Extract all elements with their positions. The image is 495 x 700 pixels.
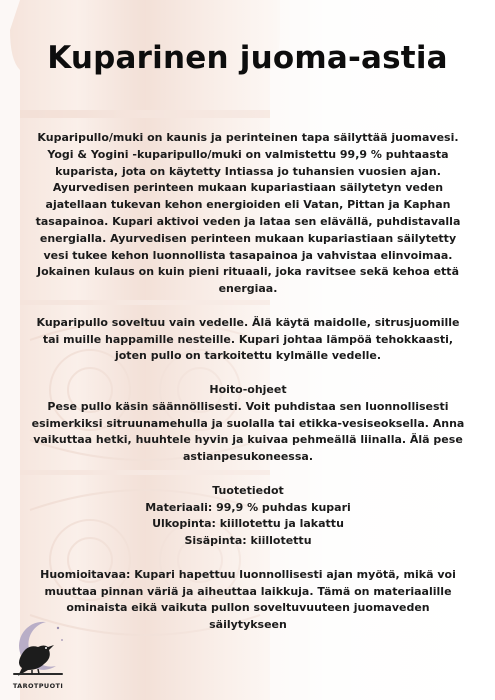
- care-text: Pese pullo käsin säännöllisesti. Voit puhdistaa sen luonnollisesti esimerkiksi sitruunamehulla ja suolalla tai etikka-vesiseoksella. Anna vaikuttaa hetki, huuhtele hyvin ja kuivaa pehmeällä liinalla. Älä pese astianpesukoneessa.: [31, 399, 465, 464]
- body-text: [28, 130, 468, 651]
- usage-paragraph: Kuparipullo soveltuu vain vedelle. Älä käytä maidolle, sitrusjuomille tai muille happamille nesteille. Kupari johtaa lämpöä tehokkaasti, joten pullo on tarkoitettu kylmälle vedelle.: [36, 315, 460, 363]
- product-info-heading: Tuotetiedot: [212, 483, 284, 497]
- product-info-outer-surface: Ulkopinta: kiillotettu ja lakattu: [152, 517, 344, 531]
- product-info-material: Materiaali: 99,9 % puhdas kupari: [145, 500, 351, 514]
- tarotpuoti-logo: [8, 614, 68, 696]
- logo-text: TAROTPUOTI: [12, 682, 64, 690]
- care-heading: Hoito-ohjeet: [209, 382, 287, 396]
- product-info-inner-surface: Sisäpinta: kiillotettu: [184, 534, 312, 548]
- intro-paragraph: Kuparipullo/muki on kaunis ja perinteinen tapa säilyttää juomavesi. Yogi & Yogini -kuparipullo/muki on valmistettu 99,9 % puhtaasta kuparista, jota on käytetty Intiassa jo tuhansien vuosien ajan. Ayurvedisen perinteen mukaan kupariastiaan säilytetyn veden ajatellaan tukevan kehon energioiden eli Vatan, Pittan ja Kaphan tasapainoa. Kupari aktivoi veden ja lataa sen elävällä, puhdistavalla energialla. Ayurvedisen perinteen mukaan kupariastiaan säilytetty vesi tukee kehon luonnollista tasapainoa ja vahvistaa elinvoimaa. Jokainen kulaus on kuin pieni rituaali, joka ravitsee sekä kehoa että energiaa.: [35, 131, 461, 296]
- care-section: [28, 382, 468, 466]
- page-title: Kuparinen juoma-astia: [47, 40, 448, 76]
- product-info-section: [28, 483, 468, 550]
- notice-paragraph: Huomioitavaa: Kupari hapettuu luonnollisesti ajan myötä, mikä voi muuttaa pinnan väriä ja aiheuttaa laikkuja. Tämä on materiaalille ominaista eikä vaikuta pullon soveltuvuuteen juomaveden säilytykseen: [40, 567, 456, 632]
- raven-moon-icon: [8, 614, 68, 684]
